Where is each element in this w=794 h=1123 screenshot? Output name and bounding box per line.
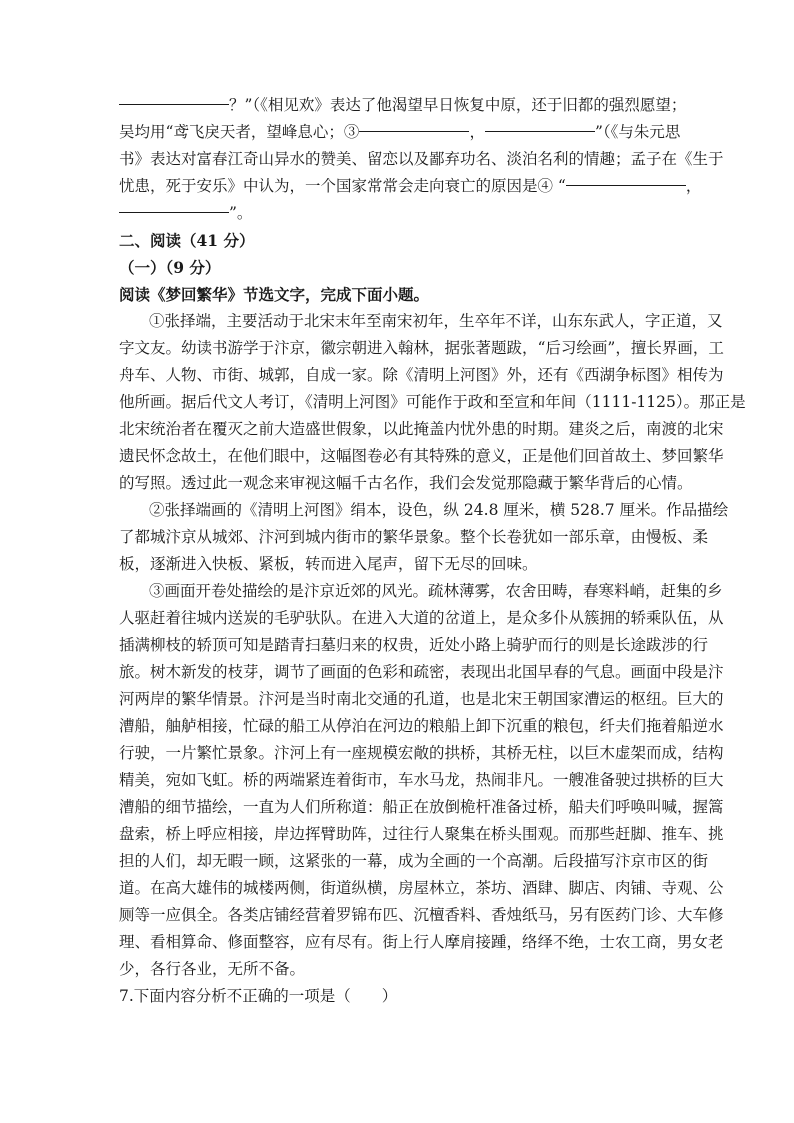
passage-line: 了都城汴京从城郊、汴河到城内街市的繁华景象。整个长卷犹如一部乐章，由慢板、柔 (119, 528, 709, 546)
passage-line: 漕船的细节描绘，一直为人们所称道：船正在放倒桅杆准备过桥，船夫们呼唤叫喊，握篙 (119, 798, 724, 816)
passage-line: ①张择端，主要活动于北宋末年至南宋初年，生卒年不详，山东东武人，字正道，又 (149, 312, 723, 330)
page-content (119, 92, 746, 1010)
fill-in-text: ”。 (229, 204, 253, 222)
passage-line: 精美，宛如飞虹。桥的两端紧连着街市，车水马龙，热闹非凡。一艘准备驶过拱桥的巨大 (119, 771, 724, 789)
passage-line: ②张择端画的《清明上河图》绢本，设色，纵 24.8 厘米，横 528.7 厘米。作品描绘 (149, 501, 729, 519)
fill-in-line-5 (119, 200, 679, 227)
fill-in-line-2 (119, 119, 679, 146)
passage-line: 字文友。幼读书游学于汴京，徽宗朝进入翰林，据张著题跋，“后习绘画”，擅长界画，工 (119, 339, 724, 357)
question-7: 7.下面内容分析不正确的一项是（ ） (119, 987, 398, 1005)
passage-line: 厕等一应俱全。各类店铺经营着罗锦布匹、沉檀香料、香烛纸马，另有医药门诊、大车修 (119, 906, 724, 924)
passage-line: 行驶，一片繁忙景象。汴河上有一座规模宏敞的拱桥，其桥无柱，以巨木虚架而成，结构 (119, 744, 724, 762)
passage-line: 舟车、人物、市街、城郭，自成一家。除《清明上河图》外，还有《西湖争标图》相传为 (119, 366, 724, 384)
passage-line: 理、看相算命、修面整容，应有尽有。街上行人摩肩接踵，络绎不绝，士农工商，男女老 (119, 933, 724, 951)
passage-line: 旅。树木新发的枝芽，调节了画面的色彩和疏密，表现出北国早春的气息。画面中段是汴 (119, 663, 724, 681)
passage-line: 人驱赶着往城内送炭的毛驴驮队。在进入大道的岔道上，是众多仆从簇拥的轿乘队伍，从 (119, 609, 724, 627)
fill-in-text: ， (469, 123, 485, 141)
fill-in-text: ， (685, 177, 702, 195)
fill-in-text: 吴均用“鸢飞戾天者，望峰息心；③ (119, 123, 360, 141)
passage-paragraph-2 (119, 497, 729, 578)
answer-blank-3b[interactable] (485, 131, 595, 132)
sub-section-heading: （一）（9 分） (119, 258, 221, 277)
passage-line: 的写照。透过此一观念来审视这幅千古名作，我们会发觉那隐藏于繁华背后的心情。 (119, 474, 693, 492)
fill-in-text: 忧患，死于安乐》中认为，一个国家常常会走向衰亡的原因是④ “ (119, 177, 566, 195)
fill-in-line-3: 书》表达对富春江奇山异水的赞美、留恋以及鄙弃功名、淡泊名利的情趣；孟子在《生于 (119, 150, 724, 168)
passage-line: ③画面开卷处描绘的是汴京近郊的风光。疏林薄雾，农舍田畴，春寒料峭，赶集的乡 (149, 582, 723, 600)
passage-paragraph-1 (119, 308, 746, 497)
passage-line: 北宋统治者在覆灭之前大造盛世假象，以此掩盖内忧外患的时期。建炎之后，南渡的北宋 (119, 420, 724, 438)
passage-line: 他所画。据后代文人考订，《清明上河图》可能作于政和至宣和年间（1111-1125）。那正是 (119, 393, 746, 411)
fill-in-line-1 (119, 92, 687, 119)
passage-line: 担的人们，却无暇一顾，这紧张的一幕，成为全画的一个高潮。后段描写汴京市区的街 (119, 852, 709, 870)
fill-in-text: ？”（《相见欢》表达了他渴望早日恢复中原，还于旧都的强烈愿望； (229, 96, 687, 114)
passage-line: 板，逐渐进入快板、紧板，转而进入尾声，留下无尽的回味。 (119, 555, 538, 573)
passage-line: 插满柳枝的轿顶可知是踏青扫墓归来的权贵，近处小路上骑驴而行的则是长途跋涉的行 (119, 636, 709, 654)
answer-blank-4a[interactable] (566, 185, 686, 186)
passage-line: 道。在高大雄伟的城楼两侧，街道纵横，房屋林立，茶坊、酒肆、脚店、肉铺、寺观、公 (119, 879, 724, 897)
passage-paragraph-3 (119, 578, 724, 983)
fill-in-text: ”（《与朱元思 (594, 123, 681, 141)
passage-line: 漕船，舳舻相接，忙碌的船工从停泊在河边的粮船上卸下沉重的粮包，纤夫们拖着船逆水 (119, 717, 724, 735)
fill-in-line-4 (119, 173, 702, 200)
passage-line: 少，各行各业，无所不备。 (119, 960, 306, 978)
passage-line: 河两岸的繁华情景。汴河是当时南北交通的孔道，也是北宋王朝国家漕运的枢纽。巨大的 (119, 690, 724, 708)
answer-blank-3a[interactable] (359, 131, 469, 132)
fill-in-block (119, 92, 724, 227)
passage-line: 遗民怀念故土，在他们眼中，这幅图卷必有其特殊的意义，正是他们回首故土、梦回繁华 (119, 447, 724, 465)
reading-instruction: 阅读《梦回繁华》节选文字，完成下面小题。 (119, 285, 430, 304)
section-heading: 二、阅读（41 分） (119, 231, 255, 250)
answer-blank-4b[interactable] (119, 212, 229, 213)
passage-line: 盘索，桥上呼应相接，岸边挥臂助阵，过往行人聚集在桥头围观。而那些赶脚、推车、挑 (119, 825, 724, 843)
answer-blank[interactable] (119, 104, 229, 105)
